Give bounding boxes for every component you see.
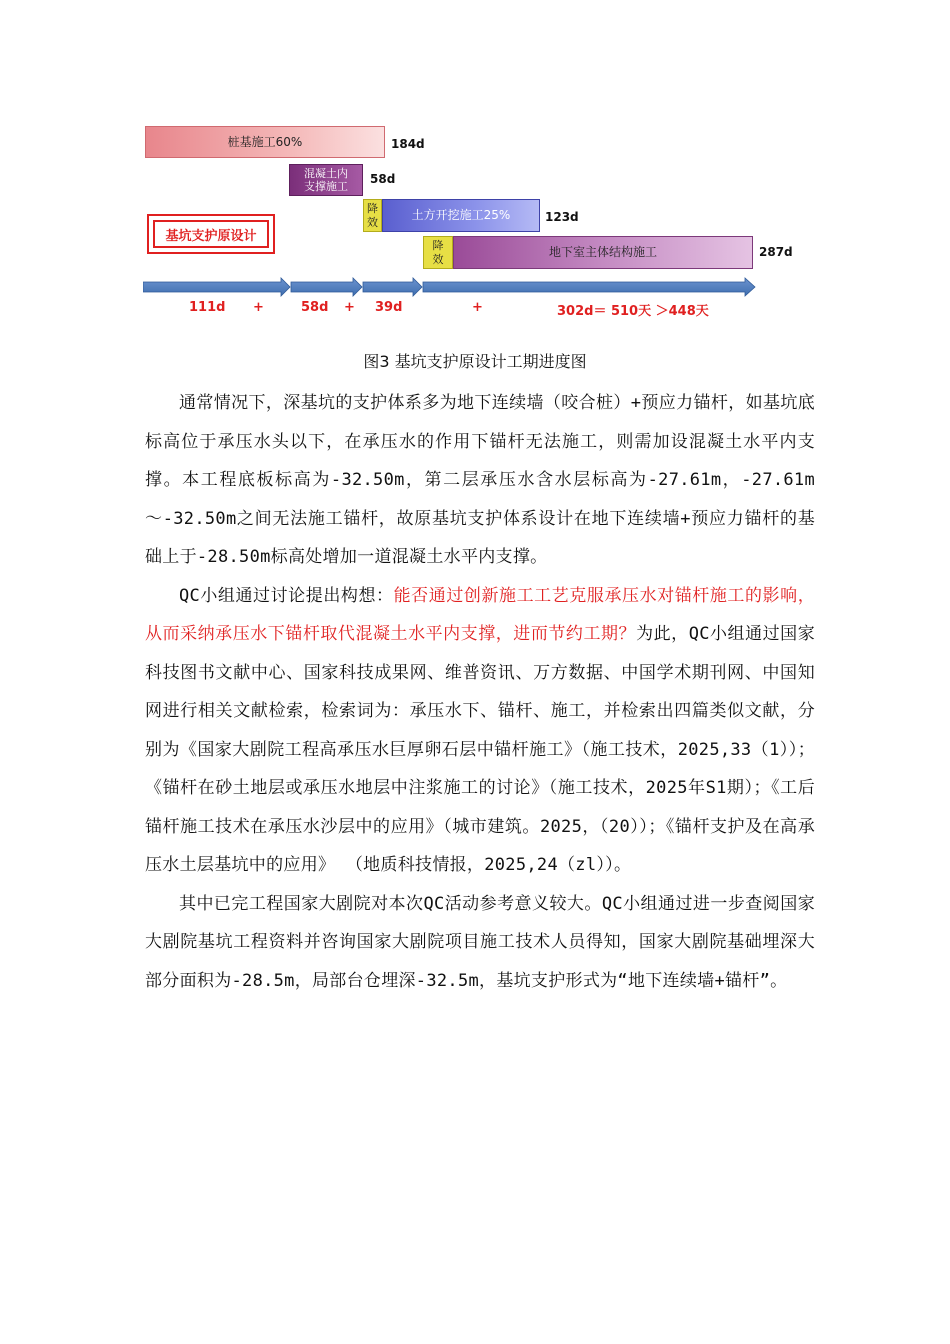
paragraph-2-highlight: 能否通过创新施工工艺克服承压水对锚杆施工的影响，从而采纳承压水下锚杆取代混凝土水平内支撑，进而节约工期？ (145, 585, 815, 644)
original-design-box (147, 214, 275, 254)
timeline-arrows (143, 277, 758, 297)
timeline-arrow-2 (291, 278, 362, 296)
paragraph-2-rest: 为此，QC小组通过国家科技图书文献中心、国家科技成果网、维普资讯、万方数据、中国学术期刊网、中国知网进行相关文献检索，检索词为：承压水下、锚杆、施工，并检索出四篇类似文献，分别为《国家大剧院工程高承压水巨厚卵石层中锚杆施工》（施工技术，2025,33（1））；《锚杆在砂土地层或承压水地层中注浆施工的讨论》（施工技术，2025年S1期）；《工后锚杆施工技术在承压水沙层中的应用》（城市建筑。2025，（20））；《锚杆支护及在高承压水土层基坑中的应用》 （地质科技情报，2025,24（zl））。 (145, 624, 815, 875)
paragraph-3: 其中已完工程国家大剧院对本次QC活动参考意义较大。QC小组通过进一步查阅国家大剧院基坑工程资料并咨询国家大剧院项目施工技术人员得知，国家大剧院基础埋深大部分面积为-28.5m，局部台仓埋深-32.5m，基坑支护形式为“地下连续墙+锚杆”。 (145, 893, 815, 991)
sum-111d: 111d (189, 300, 226, 315)
bar-concrete-support (289, 164, 363, 196)
bar-earth-label: 土方开挖施工25% (411, 208, 511, 222)
bar-drop2-label (433, 239, 444, 267)
original-design-label: 基坑支护原设计 (153, 220, 269, 248)
timeline-arrow-1 (143, 278, 290, 296)
bar-support-line1: 混凝土内 (304, 167, 348, 180)
bar-drop1-line1: 降 (367, 201, 378, 215)
bar-basement-structure (453, 236, 753, 269)
bar-efficiency-drop-1 (363, 199, 382, 232)
bar-drop1-line2: 效 (367, 215, 378, 229)
paragraph-2-lead: QC小组通过讨论提出构想： (179, 585, 394, 606)
duration-support: 58d (370, 172, 396, 186)
bar-drop1-label (367, 202, 378, 230)
duration-main: 287d (759, 245, 793, 259)
bar-pile-label: 桩基施工60% (227, 134, 303, 149)
sum-plus-1: + (253, 300, 264, 315)
figure-caption: 图3 基坑支护原设计工期进度图 (363, 352, 587, 371)
bar-earthwork (382, 199, 540, 232)
schedule-figure (0, 0, 950, 330)
sum-58d: 58d (301, 300, 329, 315)
timeline-arrow-3 (363, 278, 422, 296)
sum-plus-2: + (344, 300, 355, 315)
sum-39d: 39d (375, 300, 403, 315)
duration-pile: 184d (391, 137, 425, 151)
bar-main-label: 地下室主体结构施工 (548, 245, 657, 259)
paragraph-2 (145, 577, 815, 885)
duration-earth: 123d (545, 210, 579, 224)
paragraph-1: 通常情况下，深基坑的支护体系多为地下连续墙（咬合桩）+预应力锚杆，如基坑底标高位于承压水头以下，在承压水的作用下锚杆无法施工，则需加设混凝土水平内支撑。本工程底板标高为-32.50m，第二层承压水含水层标高为-27.61m，-27.61m～-32.50m之间无法施工锚杆，故原基坑支护体系设计在地下连续墙+预应力锚杆的基础上于-28.50m标高处增加一道混凝土水平内支撑。 (145, 393, 815, 567)
bar-drop2-line1: 降 (432, 238, 444, 252)
timeline-arrow-4 (423, 278, 755, 296)
bar-pile-construction (145, 126, 385, 158)
sum-plus-3: + (472, 300, 483, 315)
bar-efficiency-drop-2 (423, 236, 453, 269)
sum-total: 302d＝ 510天 ＞448天 (557, 304, 709, 319)
bar-support-label (304, 167, 348, 193)
bar-support-line2: 支撑施工 (304, 180, 348, 193)
document-body (145, 384, 815, 1000)
bar-drop2-line2: 效 (432, 252, 444, 266)
